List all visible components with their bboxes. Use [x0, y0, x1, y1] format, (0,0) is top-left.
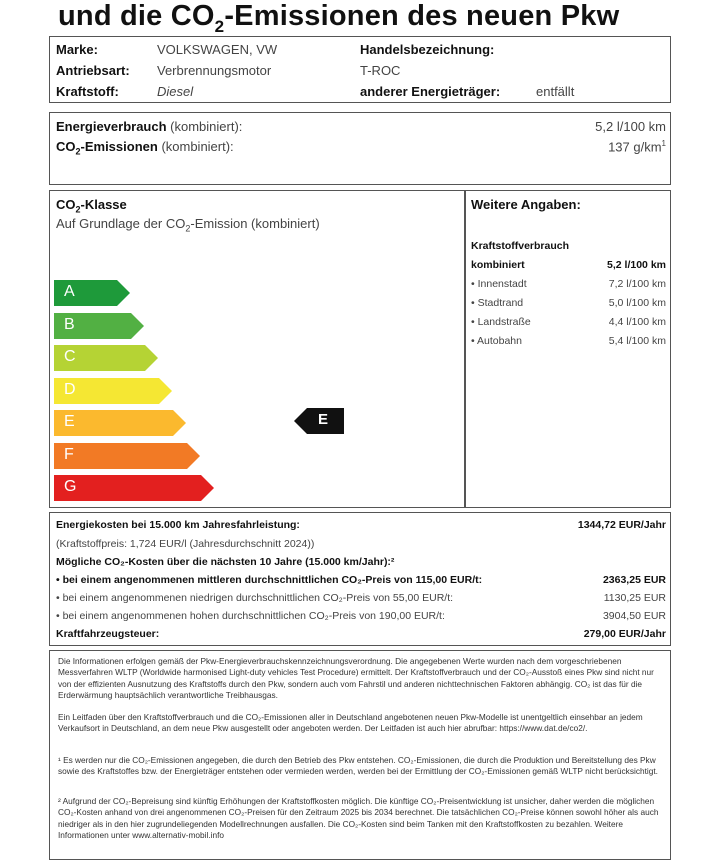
co2-cost-high-value: 3904,50 EUR: [602, 610, 666, 622]
co2-class-bar-a: [54, 280, 130, 306]
consumption-detail-label: • Innenstadt: [471, 278, 527, 290]
co2-class-letter: C: [64, 348, 76, 365]
fuel-consumption-heading: Kraftstoffverbrauch: [471, 240, 570, 252]
co2-class-bar-e: [54, 410, 186, 436]
handelsbezeichnung-label: Handelsbezeichnung:: [360, 42, 495, 57]
note-paragraph-1: Die Informationen erfolgen gemäß der Pkw-Energieverbrauchskennzeichnungsverordnung. Die angegebenen Werte wurden nach dem vorgeschriebenen Messverfahren WLTP (Worldwide harmonised Light-duty vehicles Test Procedure) ermittelt. Der Kraftstoffverbrauch und der CO₂-Ausstoß eines Pkw sind nicht nur von der effizienten Ausnutzung des Kraftstoffs durch den Pkw, sondern auch vom Fahrstil und anderen nichttechnischen Faktoren abhängig. CO₂ ist das für die Erderwärmung hauptsächlich verantwortliche Treibhausgas.: [58, 656, 654, 700]
more-info-box: [465, 190, 671, 508]
co2-class-letter: D: [64, 380, 76, 398]
co2-cost-low-label: • bei einem angenommenen niedrigen durchschnittlichen CO₂-Preis von 55,00 EUR/t:: [56, 592, 454, 604]
co2-cost-high-label: • bei einem angenommenen hohen durchschnittlichen CO₂-Preis von 190,00 EUR/t:: [56, 610, 445, 622]
co2-class-letter: G: [64, 478, 77, 495]
page-title: und die $CO_2$-Emissionen des neuen Pkw: [58, 0, 620, 36]
co2-emissionen-value: 137 $g/km^1$: [608, 139, 666, 155]
energietraeger-value: entfällt: [536, 84, 575, 99]
kraftstoff-value: Diesel: [157, 84, 194, 99]
co2-emissionen-label: $CO_2$-Emissionen (kombiniert):: [56, 139, 234, 157]
co2-class-bar-b: [54, 313, 144, 339]
vehicle-tax-label: Kraftfahrzeugsteuer:: [56, 628, 160, 640]
note-paragraph-3: ¹ Es werden nur die CO₂-Emissionen angegeben, die durch den Betrieb des Pkw entstehen. CO₂-Emissionen, die durch die Produktion und Bereitstellung des Pkw sowie des Kraftstoffes bzw. der Energieträger entstehen oder vermieden werden, werden bei der Ermittlung der CO₂-Emissionen gemäß WLTP nicht berücksichtigt.: [58, 755, 658, 777]
kombiniert-value: 5,2 l/100 km: [607, 259, 666, 271]
note-paragraph-4: ² Aufgrund der CO₂-Bepreisung sind künftig Erhöhungen der Kraftstoffkosten möglich. Die künftige CO₂-Preisentwicklung ist unsicher, daher werden die möglichen CO₂-Kosten anhand von drei angenommenen CO₂-Preisen für den Zeitraum 2025 bis 2034 berechnet. Die tatsächlichen CO₂-Preise können sowohl höher als auch niedriger als in den hier zugrundeliegenden Modellrechnungen ausfallen. Die CO₂-Kosten sind beim Tanken mit den Kraftstoffkosten zu bezahlen. Weitere Informationen unter www.alternativ-mobil.info: [58, 796, 659, 840]
antriebsart-label: Antriebsart:: [56, 63, 130, 78]
co2-class-letter: A: [64, 283, 75, 300]
co2-cost-low-value: 1130,25 EUR: [603, 592, 666, 604]
co2-class-bar-f: [54, 443, 200, 469]
marke-label: Marke:: [56, 42, 98, 57]
kraftstoff-label: Kraftstoff:: [56, 84, 119, 99]
consumption-detail-label: • Autobahn: [471, 335, 522, 347]
energietraeger-label: anderer Energieträger:: [360, 84, 501, 99]
marke-value: VOLKSWAGEN, VW: [157, 42, 278, 57]
energy-costs-label: Energiekosten bei 15.000 km Jahresfahrleistung:: [56, 519, 300, 531]
kombiniert-label: kombiniert: [471, 259, 525, 271]
co2-class-bar-c: [54, 345, 158, 371]
consumption-detail-value: 5,4 l/100 km: [608, 335, 666, 347]
energy-costs-value: 1344,72 EUR/Jahr: [577, 519, 666, 531]
fuel-price-note: (Kraftstoffpreis: 1,724 EUR/l (Jahresdurchschnitt 2024)): [56, 538, 315, 550]
note-paragraph-2: Ein Leitfaden über den Kraftstoffverbrauch und die CO₂-Emissionen aller in Deutschland angebotenen neuen Pkw-Modelle ist unentgeltlich einsehbar an jedem Verkaufsort in Deutschland, an dem neue Pkw ausgestellt oder angeboten werden. Der Leitfaden ist auch hier abrufbar: https://www.dat.de/co2/.: [58, 712, 643, 734]
co2-class-title: $CO_2$-Klasse: [56, 197, 127, 215]
co2-class-subtitle: Auf Grundlage der $CO_2$-Emission (kombiniert): [56, 216, 320, 234]
consumption-detail-label: • Landstraße: [471, 316, 531, 328]
co2-costs-title: Mögliche CO₂-Kosten über die nächsten 10 Jahre (15.000 km/Jahr):²: [56, 556, 395, 568]
co2-class-letter: E: [64, 413, 75, 430]
consumption-detail-label: • Stadtrand: [471, 297, 524, 309]
co2-class-bar-d: [54, 378, 172, 404]
consumption-detail-value: 4,4 l/100 km: [608, 316, 666, 328]
handelsbezeichnung-value: T-ROC: [360, 63, 401, 78]
energieverbrauch-value: 5,2 l/100 km: [595, 119, 666, 134]
co2-cost-mid-label: • bei einem angenommenen mittleren durchschnittlichen CO₂-Preis von 115,00 EUR/t:: [56, 574, 483, 586]
energieverbrauch-label: Energieverbrauch (kombiniert):: [56, 119, 243, 134]
co2-class-letter: F: [64, 445, 74, 463]
co2-class-letter: B: [64, 315, 75, 333]
co2-class-bar-g: [54, 475, 214, 501]
antriebsart-value: Verbrennungsmotor: [157, 63, 272, 78]
consumption-detail-value: 5,0 l/100 km: [608, 297, 666, 309]
vehicle-tax-value: 279,00 EUR/Jahr: [583, 628, 666, 640]
consumption-detail-value: 7,2 l/100 km: [608, 278, 666, 290]
co2-cost-mid-value: 2363,25 EUR: [602, 574, 666, 586]
more-info-title: Weitere Angaben:: [471, 197, 581, 212]
current-class-letter: E: [318, 411, 329, 428]
